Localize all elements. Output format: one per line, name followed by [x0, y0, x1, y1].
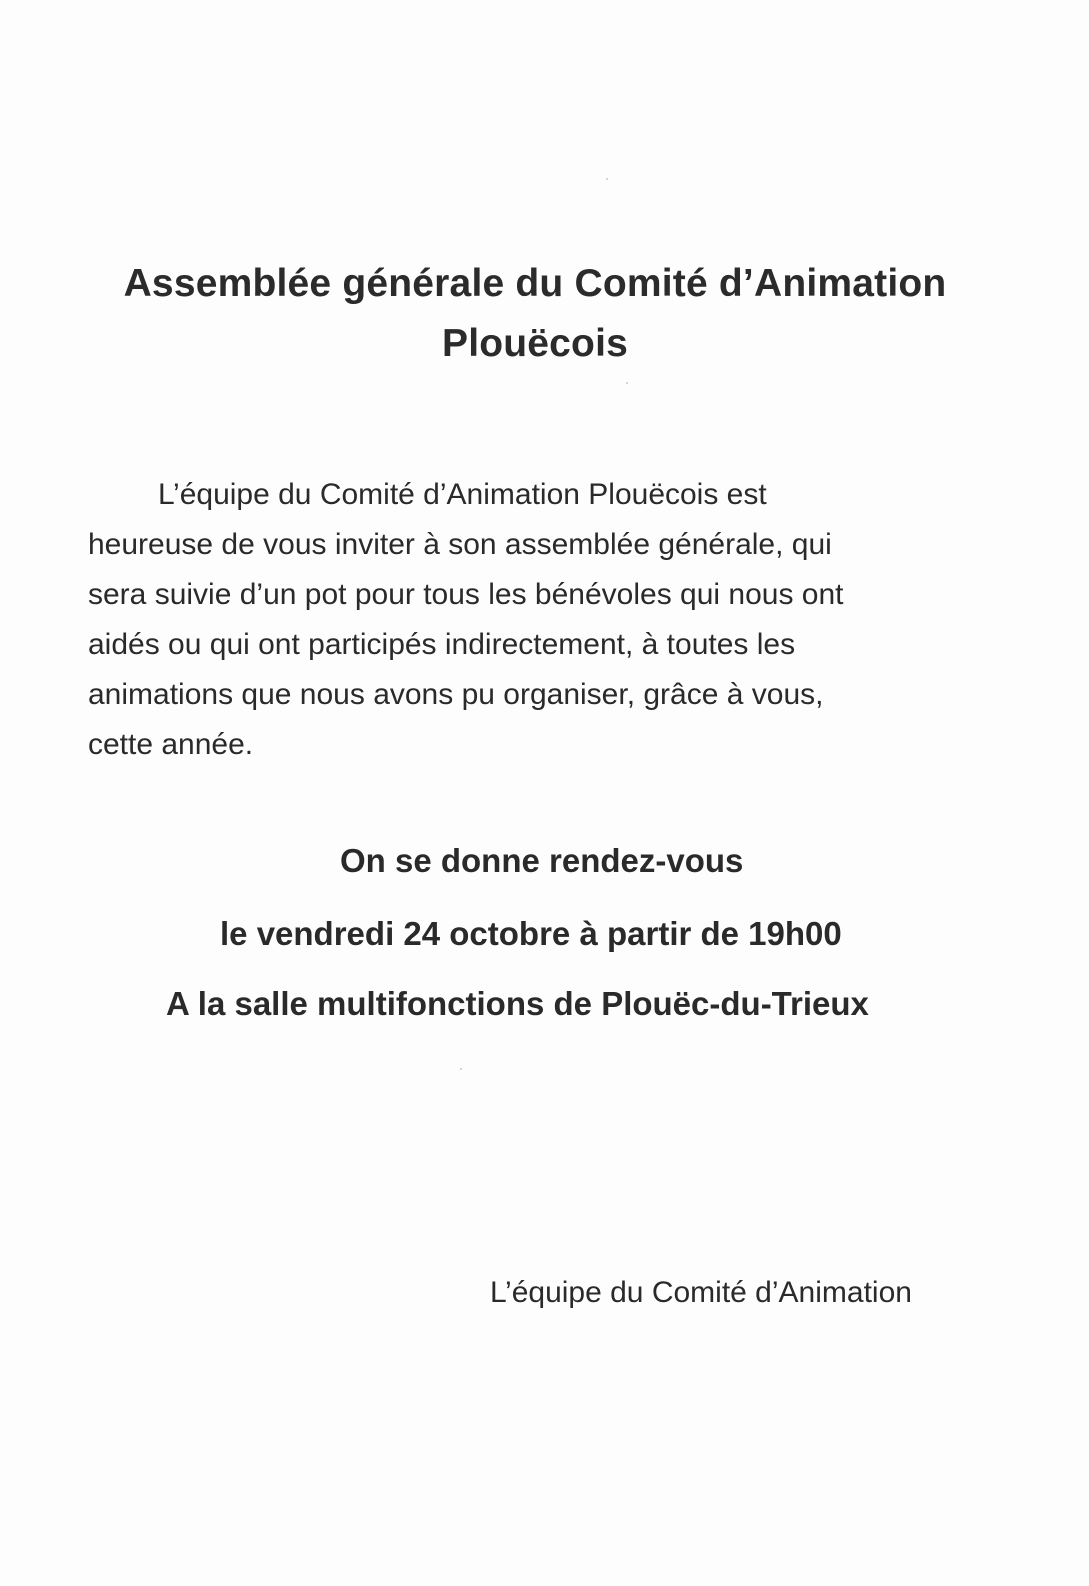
- rendezvous-date: le vendredi 24 octobre à partir de 19h00: [220, 915, 842, 952]
- title-line-2: Plouëcois: [441, 322, 629, 365]
- paragraph-line: cette année.: [88, 728, 254, 761]
- rendezvous-location: A la salle multifonctions de Plouëc-du-Trieux: [166, 985, 869, 1022]
- scan-speck: [460, 1068, 462, 1070]
- scan-speck: [626, 382, 628, 384]
- title-line-1: Assemblée générale du Comité d’Animation: [123, 262, 947, 305]
- scan-speck: [606, 178, 608, 180]
- rendezvous-heading: On se donne rendez-vous: [340, 842, 744, 879]
- document-title: [80, 254, 990, 374]
- paragraph-line: heureuse de vous inviter à son assemblée générale, qui: [88, 528, 832, 561]
- signature: L’équipe du Comité d’Animation: [490, 1276, 912, 1309]
- paragraph-line: L’équipe du Comité d’Animation Plouëcois est: [158, 478, 767, 511]
- invitation-paragraph: [88, 470, 968, 770]
- paragraph-line: sera suivie d’un pot pour tous les bénévoles qui nous ont: [88, 578, 844, 611]
- paragraph-line: animations que nous avons pu organiser, grâce à vous,: [88, 678, 824, 711]
- paragraph-line: aidés ou qui ont participés indirectement, à toutes les: [88, 628, 796, 661]
